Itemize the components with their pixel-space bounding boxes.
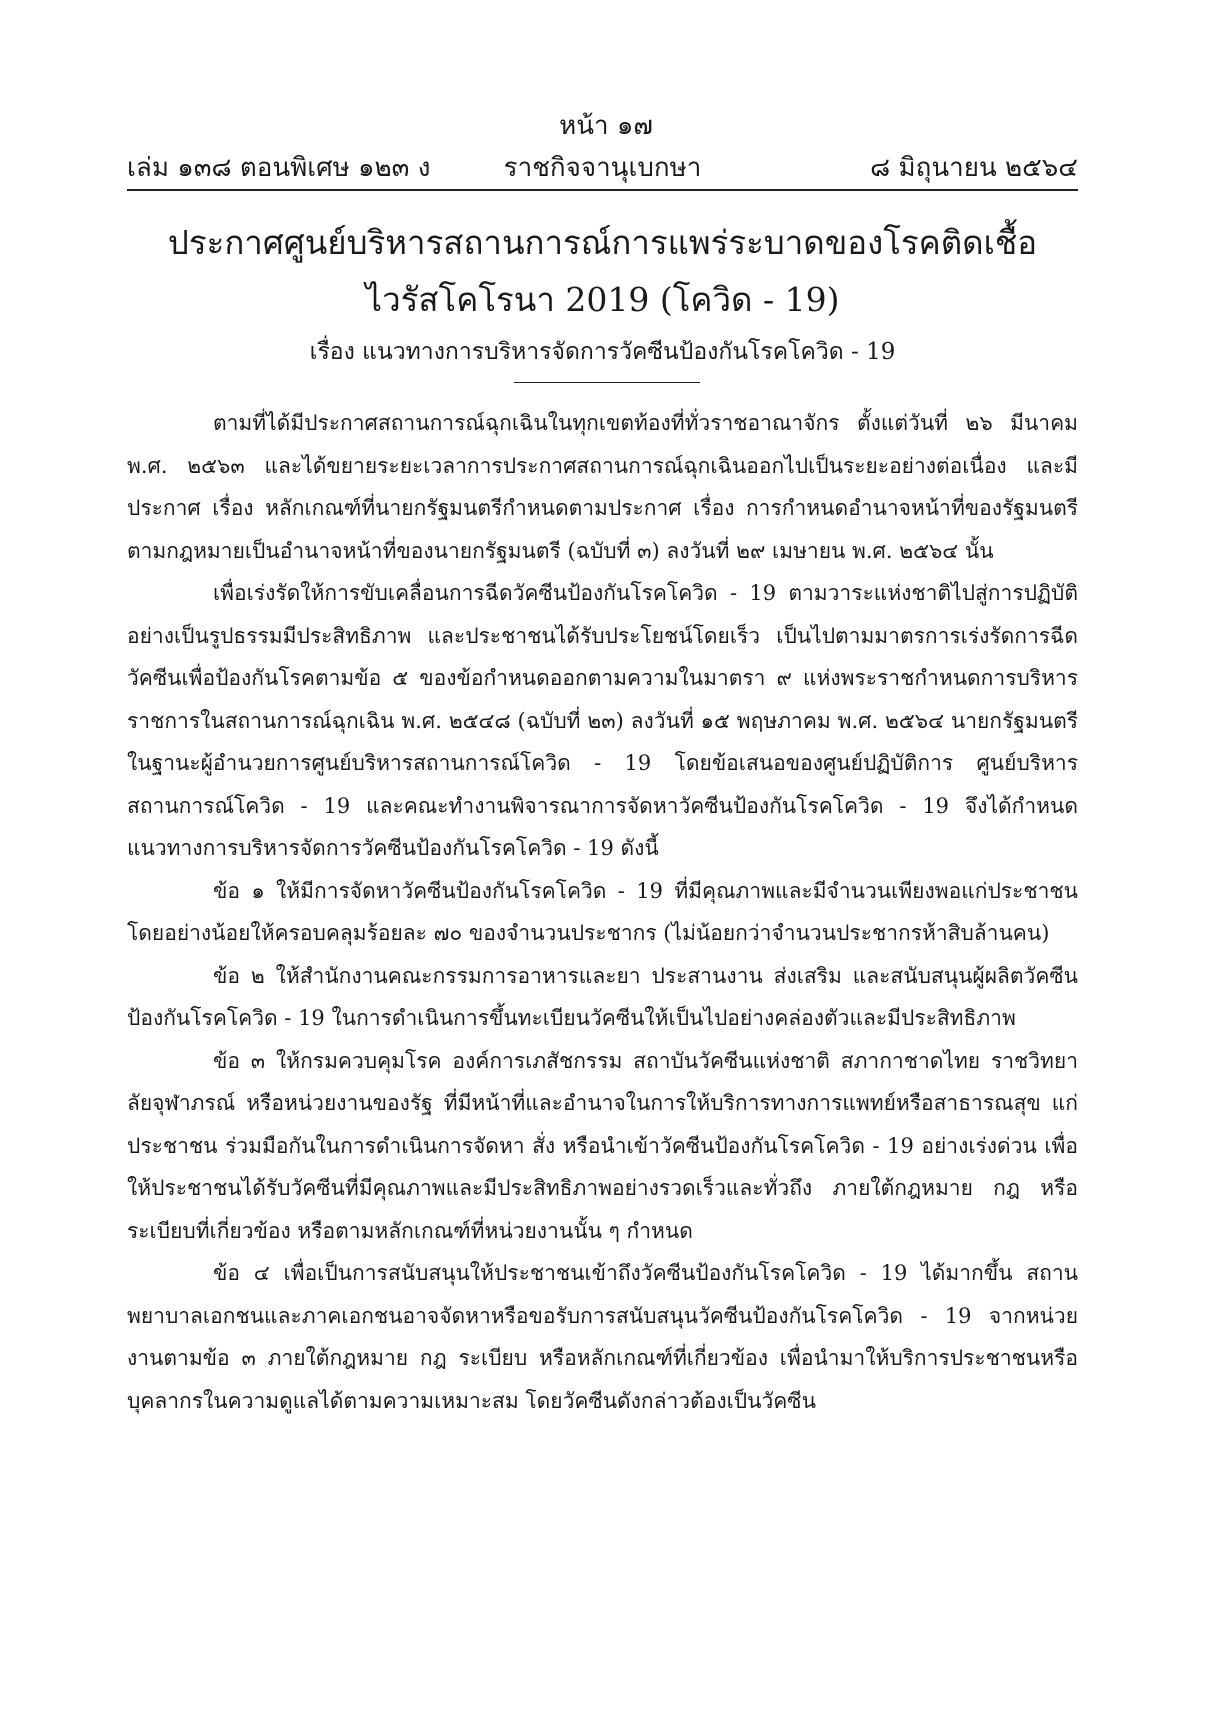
- gazette-header: [127, 150, 1078, 186]
- clause-1: ข้อ ๑ ให้มีการจัดหาวัคซีนป้องกันโรคโควิด - 19 ที่มีคุณภาพและมีจำนวนเพียงพอแก่ประชาชนโดยอย่างน้อยให้ครอบคลุมร้อยละ ๗๐ ของจำนวนประชากร (ไม่น้อยกว่าจำนวนประชากรห้าสิบล้านคน): [127, 878, 1078, 945]
- announcement-title-line-1: ประกาศศูนย์บริหารสถานการณ์การแพร่ระบาดของโรคติดเชื้อ: [167, 223, 1038, 262]
- publication-date: ๘ มิถุนายน ๒๕๖๔: [870, 153, 1078, 183]
- announcement-subject: เรื่อง แนวทางการบริหารจัดการวัคซีนป้องกันโรคโควิด - 19: [309, 339, 896, 365]
- announcement-body: [127, 402, 1078, 1422]
- publication-name: ราชกิจจานุเบกษา: [503, 153, 702, 183]
- volume-issue: เล่ม ๑๓๘ ตอนพิเศษ ๑๒๓ ง: [127, 153, 431, 183]
- clause-2: ข้อ ๒ ให้สำนักงานคณะกรรมการอาหารและยา ประสานงาน ส่งเสริม และสนับสนุนผู้ผลิตวัคซีนป้องกันโรคโควิด - 19 ในการดำเนินการขึ้นทะเบียนวัคซีนให้เป็นไปอย่างคล่องตัวและมีประสิทธิภาพ: [127, 963, 1078, 1030]
- clause-3: ข้อ ๓ ให้กรมควบคุมโรค องค์การเภสัชกรรม สถาบันวัคซีนแห่งชาติ สภากาชาดไทย ราชวิทยาลัยจุฬาภรณ์ หรือหน่วยงานของรัฐ ที่มีหน้าที่และอำนาจในการให้บริการทางการแพทย์หรือสาธารณสุข แก่ประชาชน ร่วมมือกันในการดำเนินการจัดหา สั่ง หรือนำเข้าวัคซีนป้องกันโรคโควิด - 19 อย่างเร่งด่วน เพื่อให้ประชาชนได้รับวัคซีนที่มีคุณภาพและมีประสิทธิภาพอย่างรวดเร็วและทั่วถึง ภายใต้กฎหมาย กฎ หรือระเบียบที่เกี่ยวข้อง หรือตามหลักเกณฑ์ที่หน่วยงานนั้น ๆ กำหนด: [127, 1048, 1078, 1243]
- body-paragraph: ตามที่ได้มีประกาศสถานการณ์ฉุกเฉินในทุกเขตท้องที่ทั่วราชอาณาจักร ตั้งแต่วันที่ ๒๖ มีนาคม พ.ศ. ๒๕๖๓ และได้ขยายระยะเวลาการประกาศสถานการณ์ฉุกเฉินออกไปเป็นระยะอย่างต่อเนื่อง และมีประกาศ เรื่อง หลักเกณฑ์ที่นายกรัฐมนตรีกำหนดตามประกาศ เรื่อง การกำหนดอำนาจหน้าที่ของรัฐมนตรีตามกฎหมายเป็นอำนาจหน้าที่ของนายกรัฐมนตรี (ฉบับที่ ๓) ลงวันที่ ๒๙ เมษายน พ.ศ. ๒๕๖๔ นั้น: [127, 411, 1078, 563]
- body-paragraph: เพื่อเร่งรัดให้การขับเคลื่อนการฉีดวัคซีนป้องกันโรคโควิด - 19 ตามวาระแห่งชาติไปสู่การปฏิบัติอย่างเป็นรูปธรรมมีประสิทธิภาพ และประชาชนได้รับประโยชน์โดยเร็ว เป็นไปตามมาตรการเร่งรัดการฉีดวัคซีนเพื่อป้องกันโรคตามข้อ ๕ ของข้อกำหนดออกตามความในมาตรา ๙ แห่งพระราชกำหนดการบริหารราชการในสถานการณ์ฉุกเฉิน พ.ศ. ๒๕๔๘ (ฉบับที่ ๒๓) ลงวันที่ ๑๕ พฤษภาคม พ.ศ. ๒๕๖๔ นายกรัฐมนตรีในฐานะผู้อำนวยการศูนย์บริหารสถานการณ์โควิด - 19 โดยข้อเสนอของศูนย์ปฏิบัติการ ศูนย์บริหารสถานการณ์โควิด - 19 และคณะทำงานพิจารณาการจัดหาวัคซีนป้องกันโรคโควิด - 19 จึงได้กำหนดแนวทางการบริหารจัดการวัคซีนป้องกันโรคโควิด - 19 ดังนี้: [127, 581, 1078, 860]
- page-number: หน้า ๑๗: [559, 111, 653, 141]
- header-divider: [127, 189, 1078, 191]
- announcement-title-line-2: ไวรัสโคโรนา 2019 (โควิด - 19): [365, 280, 840, 319]
- clause-4: ข้อ ๔ เพื่อเป็นการสนับสนุนให้ประชาชนเข้าถึงวัคซีนป้องกันโรคโควิด - 19 ได้มากขึ้น สถานพยาบาลเอกชนและภาคเอกชนอาจจัดหาหรือขอรับการสนับสนุนวัคซีนป้องกันโรคโควิด - 19 จากหน่วยงานตามข้อ ๓ ภายใต้กฎหมาย กฎ ระเบียบ หรือหลักเกณฑ์ที่เกี่ยวข้อง เพื่อนำมาให้บริการประชาชนหรือบุคลากรในความดูแลได้ตามความเหมาะสม โดยวัคซีนดังกล่าวต้องเป็นวัคซีน: [127, 1261, 1078, 1413]
- title-divider: [514, 382, 700, 383]
